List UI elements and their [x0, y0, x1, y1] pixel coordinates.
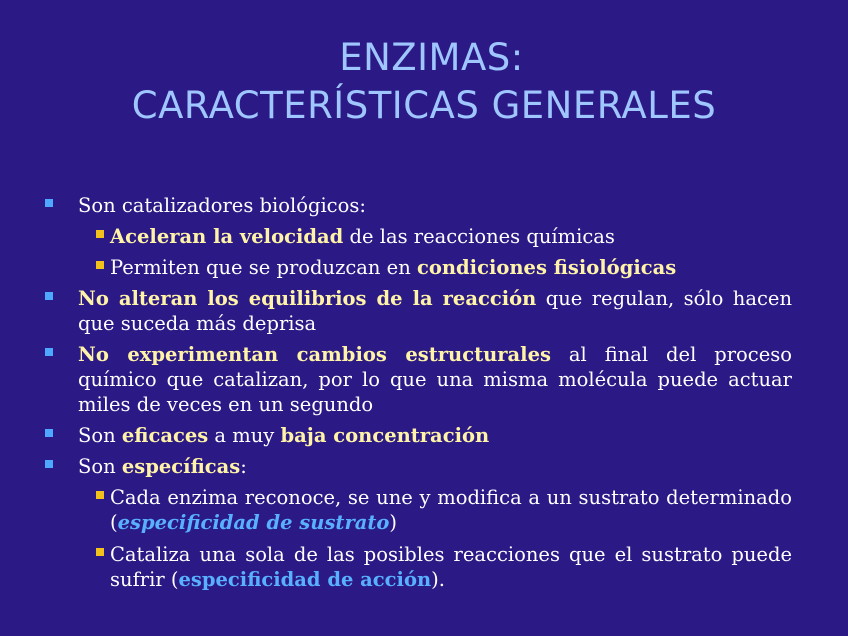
- highlight-text: eficaces: [121, 424, 209, 447]
- square-bullet-icon: [96, 491, 104, 499]
- bullet-text: Permiten que se produzcan en: [110, 256, 417, 279]
- bullet-text: ): [389, 511, 397, 534]
- bullet-text: Son: [78, 424, 122, 447]
- highlight-text: especificidad de sustrato: [117, 511, 390, 534]
- square-bullet-icon: [45, 460, 53, 468]
- bullet-item: [0, 454, 792, 479]
- bullet-text: Cataliza una sola de las posibles reacciones que el sustrato puede sufrir (: [110, 543, 792, 591]
- bullet-text: al final del proceso químico que catalizan, por lo que una misma molécula puede actuar miles de veces en un segundo: [78, 343, 792, 416]
- highlight-text: No alteran los equilibrios de la reacción: [78, 287, 537, 310]
- highlight-text: Aceleran la velocidad: [110, 225, 344, 248]
- title-line-1: ENZIMAS:: [339, 36, 524, 79]
- bullet-text: Cada enzima reconoce, se une y modifica a un sustrato determinado (: [110, 486, 792, 534]
- bullet-text: de las reacciones químicas: [343, 225, 615, 248]
- bullet-item: [0, 286, 792, 336]
- bullet-item: [0, 342, 792, 417]
- square-bullet-icon: [96, 230, 104, 238]
- square-bullet-icon: [96, 548, 104, 556]
- bullet-text: Son catalizadores biológicos:: [78, 194, 366, 217]
- square-bullet-icon: [45, 429, 53, 437]
- sub-bullet-item: [0, 255, 792, 280]
- bullet-item: [0, 423, 792, 448]
- sub-bullet-item: [0, 542, 792, 592]
- square-bullet-icon: [96, 261, 104, 269]
- square-bullet-icon: [45, 292, 53, 300]
- sub-bullet-item: [0, 224, 792, 249]
- bullet-list: [0, 193, 848, 592]
- highlight-text: baja concentración: [280, 424, 490, 447]
- sub-bullet-item: [0, 485, 792, 535]
- highlight-text: específicas: [121, 455, 241, 478]
- bullet-text: ).: [431, 568, 445, 591]
- highlight-text: condiciones fisiológicas: [416, 256, 677, 279]
- bullet-item: [0, 193, 792, 218]
- bullet-text: que regulan, sólo hacen que suceda más deprisa: [78, 287, 792, 335]
- square-bullet-icon: [45, 199, 53, 207]
- bullet-text: Son: [78, 455, 122, 478]
- highlight-text: especificidad de acción: [178, 568, 432, 591]
- highlight-text: No experimentan cambios estructurales: [78, 343, 551, 366]
- title-line-2: CARACTERÍSTICAS GENERALES: [131, 84, 717, 127]
- bullet-text: :: [240, 455, 247, 478]
- square-bullet-icon: [45, 348, 53, 356]
- bullet-text: a muy: [208, 424, 281, 447]
- slide-title: [0, 34, 848, 130]
